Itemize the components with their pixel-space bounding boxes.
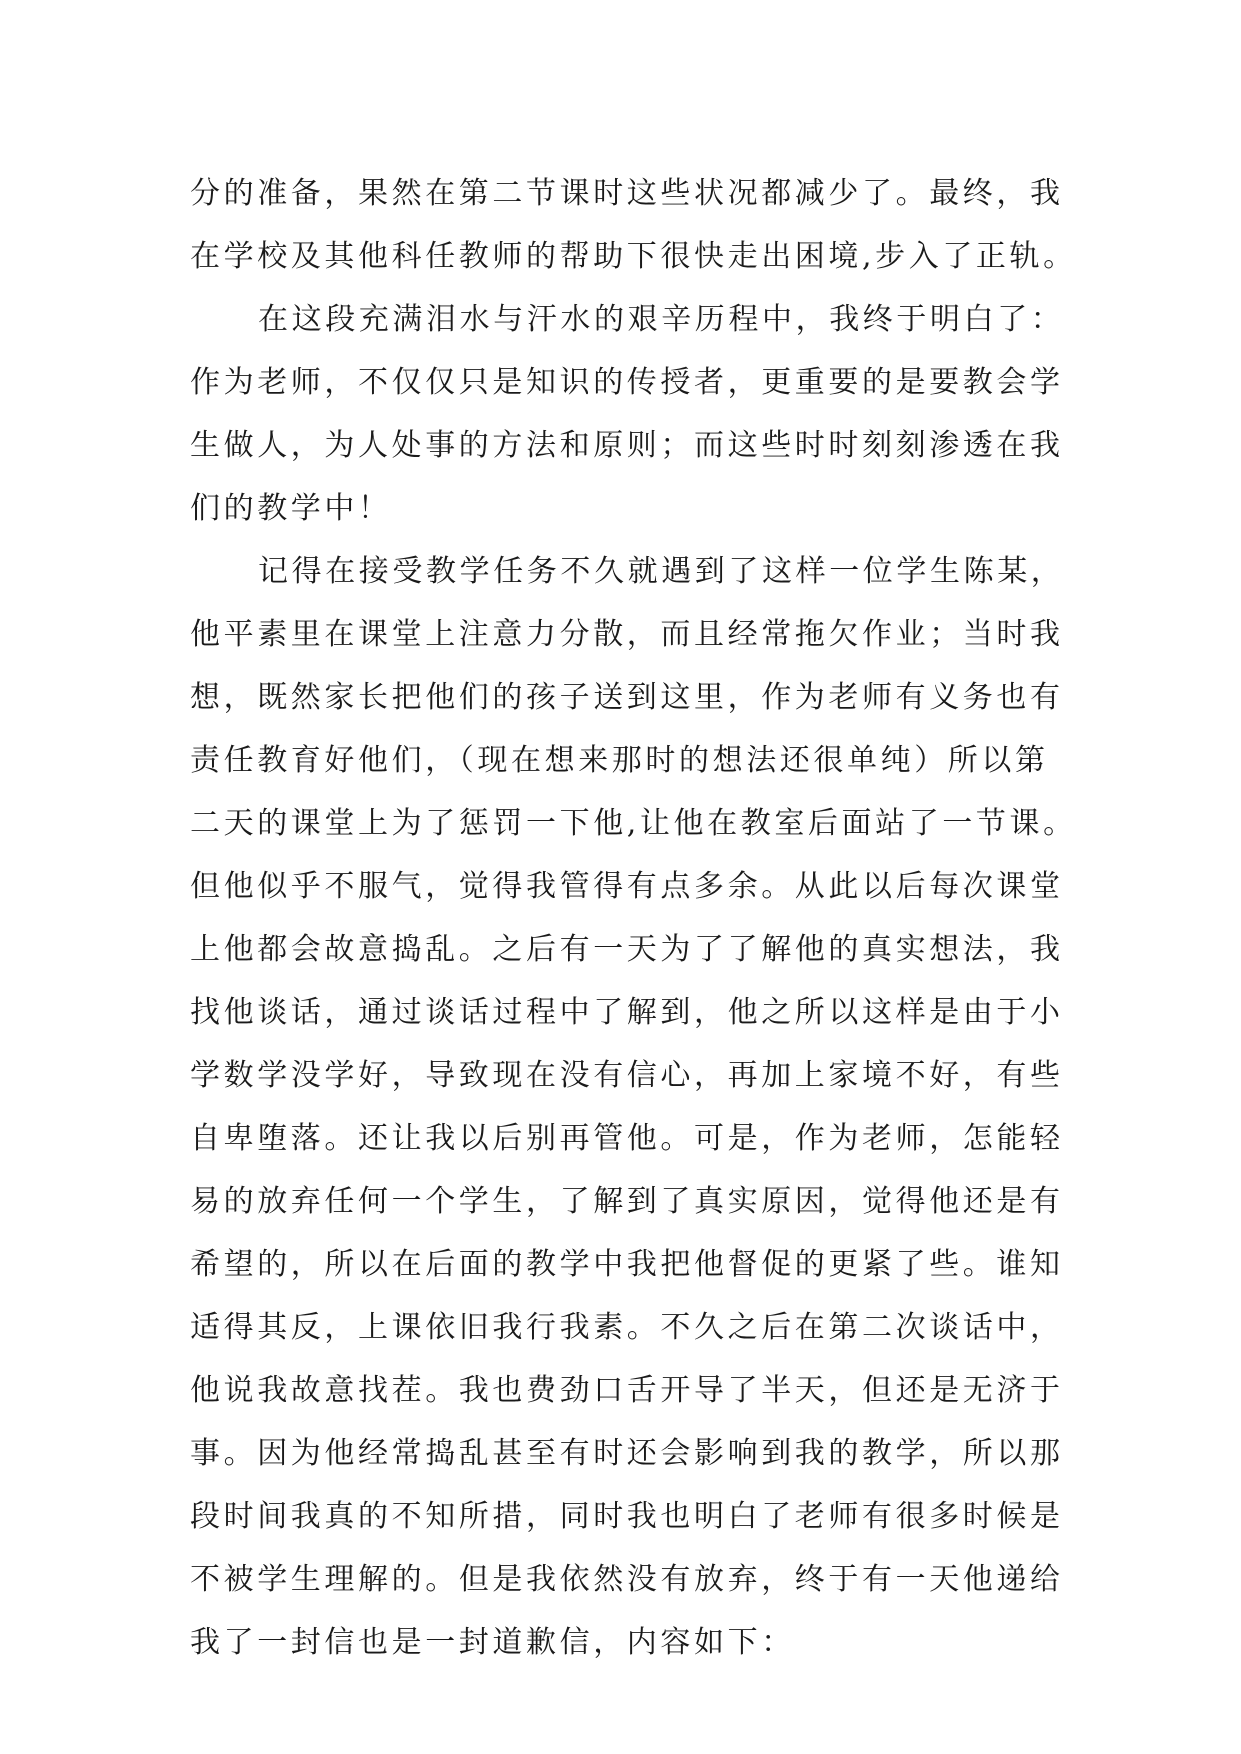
text-line: 分的准备，果然在第二节课时这些状况都减少了。最终，我 — [190, 176, 1064, 211]
text-line: 想，既然家长把他们的孩子送到这里，作为老师有义务也有 — [190, 680, 1064, 715]
text-line: 但他似乎不服气，觉得我管得有点多余。从此以后每次课堂 — [190, 869, 1064, 904]
text-line: 事。因为他经常捣乱甚至有时还会影响到我的教学，所以那 — [190, 1436, 1064, 1471]
text-line: 生做人，为人处事的方法和原则；而这些时时刻刻渗透在我 — [190, 428, 1064, 463]
text-line: 自卑堕落。还让我以后别再管他。可是，作为老师，怎能轻 — [190, 1121, 1064, 1156]
text-line: 上他都会故意捣乱。之后有一天为了了解他的真实想法，我 — [190, 932, 1064, 967]
text-line: 段时间我真的不知所措，同时我也明白了老师有很多时候是 — [190, 1499, 1064, 1534]
text-line: 找他谈话，通过谈话过程中了解到，他之所以这样是由于小 — [190, 995, 1064, 1030]
text-line: 在学校及其他科任教师的帮助下很快走出困境,步入了正轨。 — [190, 239, 1077, 274]
text-line: 适得其反，上课依旧我行我素。不久之后在第二次谈话中， — [190, 1310, 1064, 1345]
text-line: 他说我故意找茬。我也费劲口舌开导了半天，但还是无济于 — [190, 1373, 1064, 1408]
text-line: 学数学没学好，导致现在没有信心，再加上家境不好，有些 — [190, 1058, 1064, 1093]
text-line: 易的放弃任何一个学生，了解到了真实原因，觉得他还是有 — [190, 1184, 1064, 1219]
body-text — [190, 162, 1090, 1674]
text-line: 作为老师，不仅仅只是知识的传授者，更重要的是要教会学 — [190, 365, 1064, 400]
text-line: 责任教育好他们，（现在想来那时的想法还很单纯）所以第 — [190, 743, 1049, 778]
text-line: 不被学生理解的。但是我依然没有放弃，终于有一天他递给 — [190, 1562, 1064, 1597]
text-line: 记得在接受教学任务不久就遇到了这样一位学生陈某， — [258, 554, 1065, 589]
text-line: 希望的，所以在后面的教学中我把他督促的更紧了些。谁知 — [190, 1247, 1064, 1282]
text-line: 我了一封信也是一封道歉信，内容如下： — [190, 1625, 795, 1660]
text-line: 在这段充满泪水与汗水的艰辛历程中，我终于明白了： — [258, 302, 1065, 337]
text-line: 二天的课堂上为了惩罚一下他,让他在教室后面站了一节课。 — [190, 806, 1077, 841]
text-line: 们的教学中！ — [190, 491, 392, 526]
text-line: 他平素里在课堂上注意力分散，而且经常拖欠作业；当时我 — [190, 617, 1064, 652]
